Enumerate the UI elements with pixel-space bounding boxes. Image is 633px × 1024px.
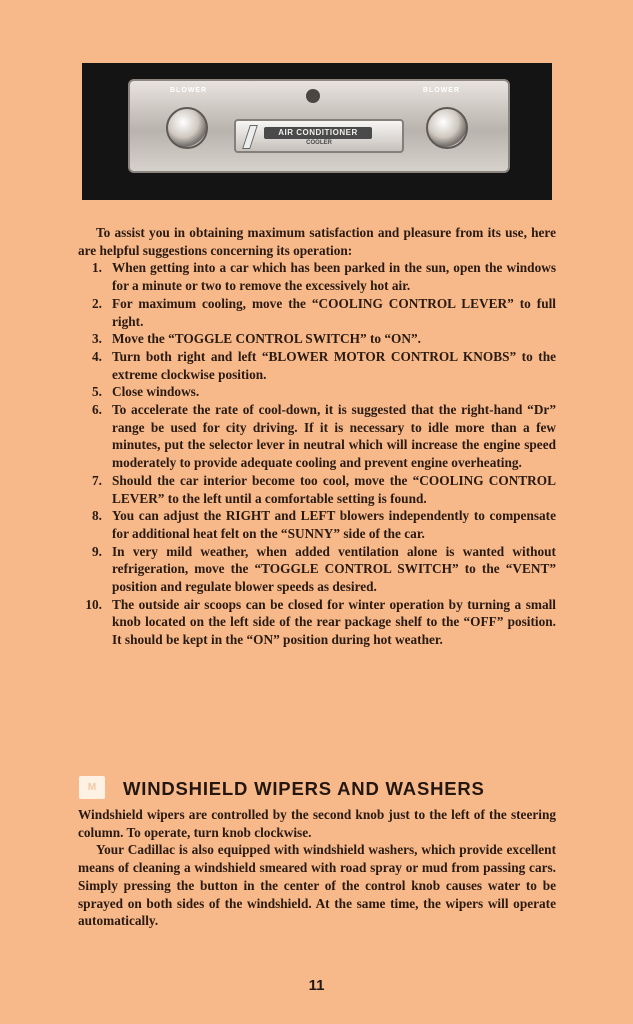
item-text: When getting into a car which has been parked in the sun, open the windows for a minute or two to remove the excessively hot air. [112,260,556,294]
list-item [78,507,556,542]
page-number: 11 [308,977,325,994]
item-text: Close windows. [112,384,200,400]
item-number: 1. [92,260,102,276]
item-number: 6. [92,402,102,418]
item-text: Move the “TOGGLE CONTROL SWITCH” to “ON”. [112,331,421,347]
blower-right-label: BLOWER [422,87,460,94]
list-item [78,401,556,472]
item-text: You can adjust the RIGHT and LEFT blowers independently to compensate for additional heat felt on the “SUNNY” side of the car. [112,508,556,541]
item-number: 5. [92,384,102,400]
air-conditioner-label: AIR CONDITIONER [264,127,372,139]
control-panel [128,79,510,173]
list-item [78,543,556,596]
item-number: 4. [92,348,102,364]
item-number: 3. [92,331,102,347]
list-item [78,348,556,383]
blower-left-knob [166,107,208,149]
item-text: To accelerate the rate of cool-down, it is suggested that the right-hand “Dr” range be used for city driving. If it is necessary to idle more than a few minutes, put the selector lever in neutral which will increase the engine speed moderately to provide adequate cooling and prevent engine overheating. [112,402,556,471]
section-badge: M [79,776,105,799]
list-item [78,472,556,507]
cooler-label: COOLER [306,140,332,146]
wipers-paragraph: Windshield wipers are controlled by the second knob just to the left of the steering column. To operate, turn knob clockwise. [78,807,556,840]
item-text: Turn both right and left “BLOWER MOTOR CONTROL KNOBS” to the extreme clockwise position. [112,348,556,382]
list-item [78,330,556,348]
item-number: 8. [92,508,102,524]
washers-paragraph: Your Cadillac is also equipped with windshield washers, which provide excellent means of cleaning a windshield smeared with road spray or mud from passing cars. Simply pressing the button in the center of the control knob causes water to be sprayed on both sides of the windshield. At the same time, the wipers will operate automatically. [78,842,556,929]
air-conditioner-photo [82,63,552,200]
list-item [78,383,556,401]
wipers-text [78,806,556,930]
item-number: 9. [92,543,102,559]
section-heading [79,776,559,800]
item-number: 2. [92,295,102,311]
intro-paragraph: To assist you in obtaining maximum satisfaction and pleasure from its use, here are helpful suggestions concerning its operation: [78,225,556,258]
blower-right-knob [426,107,468,149]
item-text: Should the car interior become too cool, move the “COOLING CONTROL LEVER” to the left until a comfortable setting is found. [112,472,556,506]
list-item [78,259,556,294]
blower-left-label: BLOWER [170,87,208,94]
item-text: For maximum cooling, move the “COOLING CONTROL LEVER” to full right. [112,295,556,329]
suggestion-list [78,259,556,648]
item-text: The outside air scoops can be closed for winter operation by turning a small knob located on the left side of the rear package shelf to the “OFF” position. It should be kept in the “ON” position during hot weather. [112,596,556,648]
list-item [78,295,556,330]
instructions [78,224,556,649]
item-number: 7. [92,472,102,488]
air-conditioner-plate [234,119,404,153]
section-title: WINDSHIELD WIPERS AND WASHERS [123,778,485,799]
cadillac-logo-icon [306,89,320,103]
list-item [78,596,556,649]
item-text: In very mild weather, when added ventilation alone is wanted without refrigeration, move the “TOGGLE CONTROL SWITCH” to the “VENT” position and regulate blower speeds as desired. [112,543,556,595]
item-number: 10. [85,596,102,612]
